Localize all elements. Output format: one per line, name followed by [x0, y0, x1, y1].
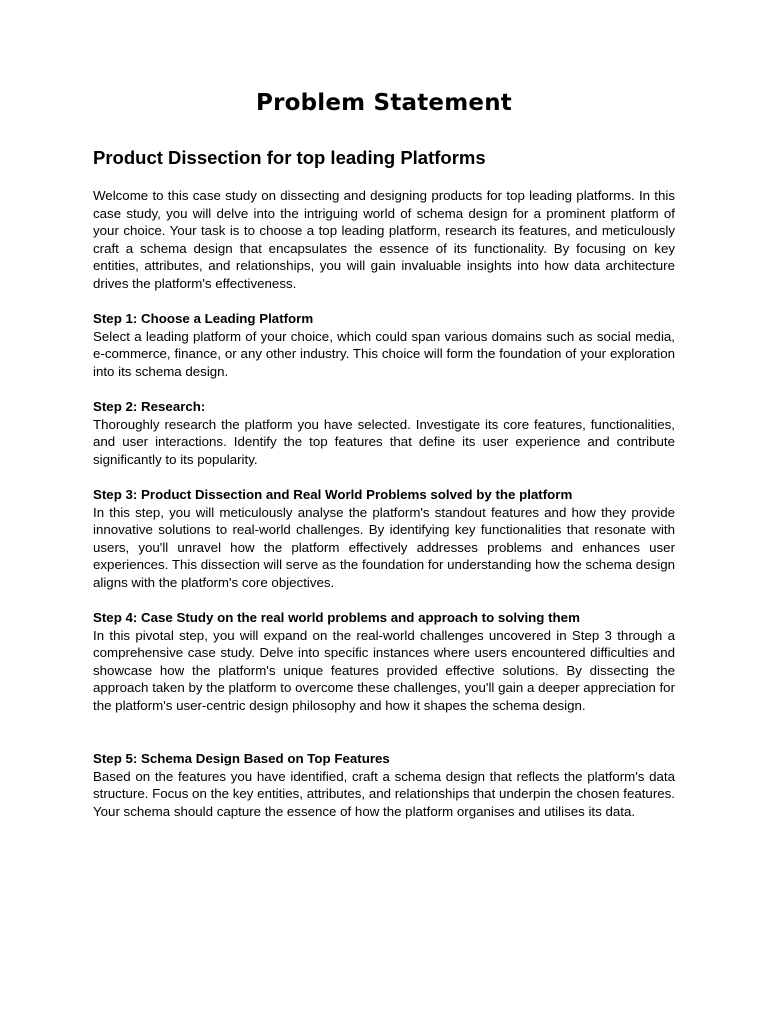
- step-2-body: Thoroughly research the platform you have selected. Investigate its core features, functionalities, and user interactions. Identify the top features that define its user experience and contribute significantly to its popularity.: [93, 416, 675, 467]
- step-5-section: [93, 750, 675, 820]
- step-5-body: Based on the features you have identified, craft a schema design that reflects the platform's data structure. Focus on the key entities, attributes, and relationships that underpin the chosen features. Your schema should capture the essence of how the platform organises and utilises its data.: [93, 768, 675, 819]
- step-2-heading: Step 2: Research:: [93, 399, 206, 414]
- step-3-section: [93, 486, 675, 592]
- intro-paragraph: Welcome to this case study on dissecting and designing products for top leading platforms. In this case study, you will delve into the intriguing world of schema design for a prominent platform of your choice. Your task is to choose a top leading platform, research its features, and meticulously craft a schema design that encapsulates the essence of its functionality. By focusing on key entities, attributes, and relationships, you will gain invaluable insights into how data architecture drives the platform's effectiveness.: [93, 188, 675, 291]
- step-5-heading: Step 5: Schema Design Based on Top Features: [93, 751, 390, 766]
- intro-section: [93, 187, 675, 293]
- step-2-section: [93, 398, 675, 468]
- step-4-body: In this pivotal step, you will expand on the real-world challenges uncovered in Step 3 through a comprehensive case study. Delve into specific instances where users encountered difficulties and showcase how the platform's unique features provided effective solutions. By dissecting the approach taken by the platform to overcome these challenges, you'll gain a deeper appreciation for the platform's user-centric design philosophy and how it shapes the schema design.: [93, 627, 675, 713]
- document-subtitle: Product Dissection for top leading Platforms: [93, 147, 486, 168]
- step-4-heading: Step 4: Case Study on the real world problems and approach to solving them: [93, 610, 580, 625]
- step-3-body: In this step, you will meticulously analyse the platform's standout features and how they provide innovative solutions to real-world challenges. By identifying key functionalities that resonate with users, you'll unravel how the platform effectively addresses problems and enhances user experiences. This dissection will serve as the foundation for understanding how the schema design aligns with the platform's core objectives.: [93, 504, 675, 590]
- step-1-heading: Step 1: Choose a Leading Platform: [93, 311, 314, 326]
- page-title: Problem Statement: [256, 90, 512, 116]
- step-4-section: [93, 609, 675, 715]
- step-1-section: [93, 310, 675, 380]
- step-1-body: Select a leading platform of your choice, which could span various domains such as social media, e-commerce, finance, or any other industry. This choice will form the foundation of your exploration into its schema design.: [93, 328, 675, 379]
- step-3-heading: Step 3: Product Dissection and Real World Problems solved by the platform: [93, 487, 573, 502]
